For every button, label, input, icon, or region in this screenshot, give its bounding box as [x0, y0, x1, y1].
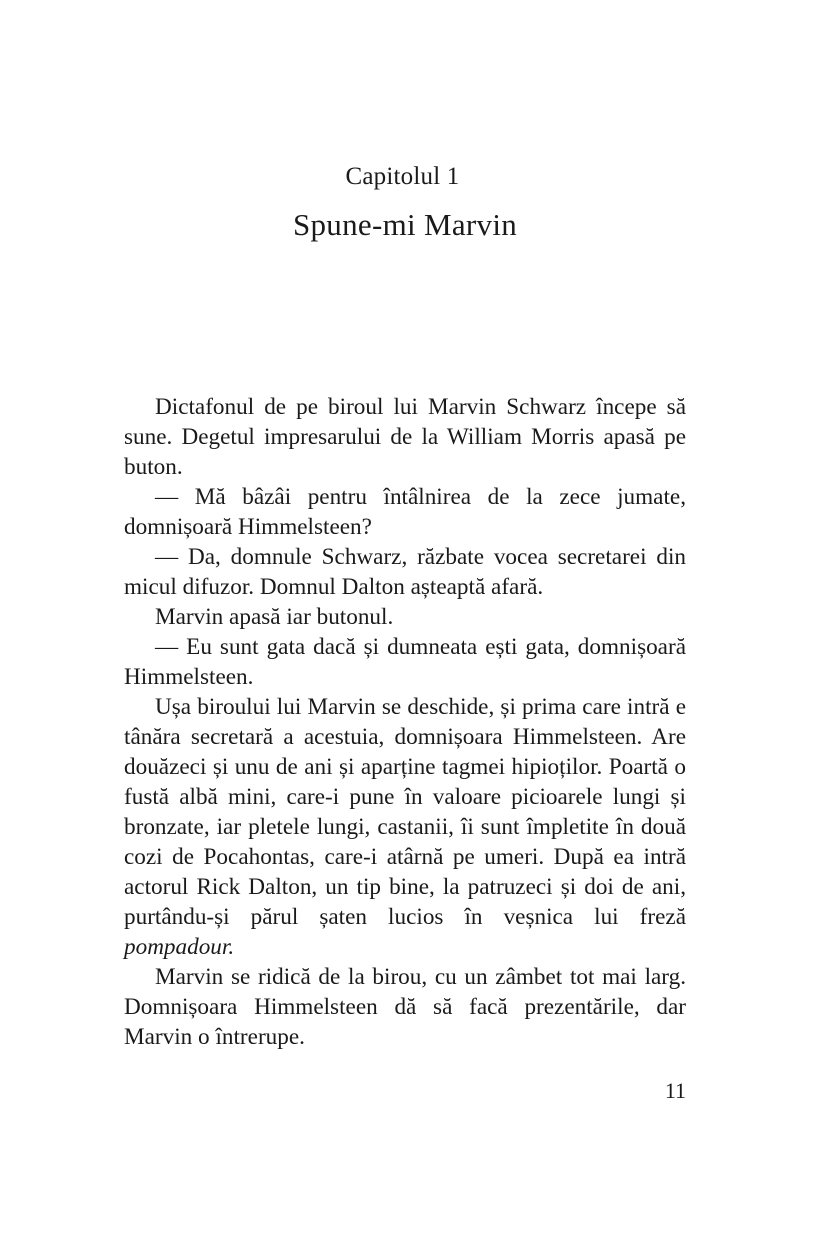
italic-term: pompadour. [124, 934, 235, 960]
chapter-label: Capitolul 1 [345, 163, 460, 190]
chapter-title: Spune-mi Marvin [292, 207, 518, 242]
paragraph: Marvin apasă iar butonul. [155, 604, 394, 630]
paragraph: — Mă bâzâi pentru întâlnirea de la zece jumate, domnișoară Himmelsteen? [124, 484, 686, 540]
paragraph: Marvin se ridică de la birou, cu un zâmbet tot mai larg. Domnișoara Himmelsteen dă să facă prezentările, dar Marvin o întrerupe. [124, 964, 686, 1050]
paragraph: Dictafonul de pe biroul lui Marvin Schwarz începe să sune. Degetul impresarului de la William Morris apasă pe buton. [124, 394, 686, 480]
body-text [124, 392, 686, 1052]
paragraph: Ușa biroului lui Marvin se deschide, și prima care intră e tânăra secretară a acestuia, domnișoara Himmelsteen. Are douăzeci și unu de ani și aparține tagmei hipioților. Poartă o fustă albă mini, care-i pune în valoare picioarele lungi și bronzate, iar pletele lungi, castanii, îi sunt împletite în două cozi de Pocahontas, care-i atârnă pe umeri. După ea intră actorul Rick Dalton, un tip bine, la patruzeci și doi de ani, purtându-și părul șaten lucios în veșnica lui freză pompadour. [124, 694, 686, 960]
paragraph: — Eu sunt gata dacă și dumneata ești gata, domnișoară Himmelsteen. [124, 634, 686, 690]
page-number: 11 [664, 1078, 686, 1103]
paragraph: — Da, domnule Schwarz, răzbate vocea secretarei din micul difuzor. Domnul Dalton așteaptă afară. [124, 544, 686, 600]
